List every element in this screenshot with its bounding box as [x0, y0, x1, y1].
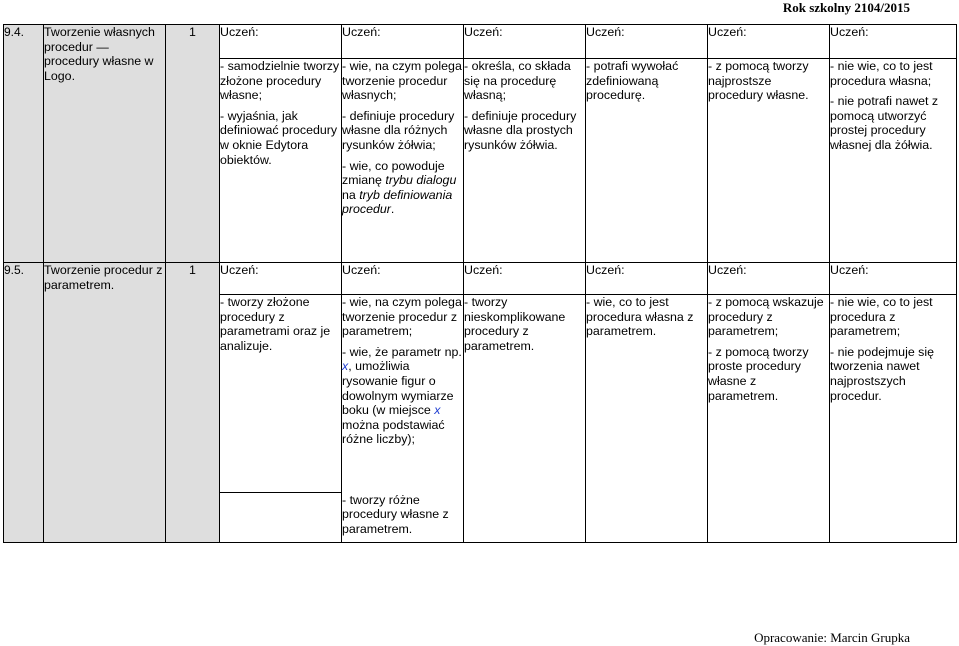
requirement-cell	[464, 59, 586, 263]
requirement-item: - wie, na czym polega tworzenie procedur własnych;	[342, 59, 462, 103]
requirement-cell	[220, 59, 342, 263]
requirement-item	[342, 159, 463, 217]
hours-cell: 1	[166, 263, 220, 543]
requirement-item: - samodzielnie tworzy złożone procedury własne;	[220, 59, 340, 103]
requirement-item: - wie, na czym polega tworzenie procedur z parametrem;	[342, 295, 462, 339]
requirement-item: - potrafi wywołać zdefiniowaną procedurę.	[586, 59, 679, 103]
column-header: Uczeń:	[586, 25, 708, 59]
variable-x: x	[342, 359, 349, 374]
requirement-item: - tworzy różne procedury własne z parametrem.	[342, 492, 449, 536]
table-row	[4, 25, 957, 59]
hours-cell: 1	[166, 25, 220, 263]
italic-term: tryb definiowania procedur	[342, 187, 453, 217]
requirement-item: - wie, co to jest procedura własna z parametrem.	[586, 295, 694, 339]
requirement-cell	[830, 59, 957, 263]
curriculum-table	[3, 24, 957, 543]
table-row	[4, 263, 957, 295]
column-header: Uczeń:	[830, 25, 957, 59]
topic-cell: Tworzenie procedur z parametrem.	[44, 263, 166, 543]
requirement-item	[342, 345, 463, 447]
requirement-cell	[342, 59, 464, 263]
column-header: Uczeń:	[342, 25, 464, 59]
column-header: Uczeń:	[708, 263, 830, 295]
requirement-cell	[708, 295, 830, 543]
requirement-cell	[708, 59, 830, 263]
column-header: Uczeń:	[220, 263, 342, 295]
requirement-item: - z pomocą wskazuje procedury z parametrem;	[708, 295, 824, 339]
requirement-item: - nie wie, co to jest procedura własna;	[830, 59, 933, 88]
requirement-cell	[342, 295, 464, 493]
requirement-cell	[342, 493, 464, 543]
text-fragment: - wie, co powoduje zmianę	[342, 158, 445, 188]
column-header: Uczeń:	[220, 25, 342, 59]
requirement-item: - definiuje procedury własne dla prostych rysunków żółwia.	[464, 108, 577, 152]
topic-cell: Tworzenie własnych procedur — procedury własne w Logo.	[44, 25, 166, 263]
requirement-item: - nie podejmuje się tworzenia nawet najprostszych procedur.	[830, 344, 935, 403]
text-fragment: - wie, że parametr np.	[342, 344, 462, 359]
author-footer: Opracowanie: Marcin Grupka	[754, 630, 910, 645]
text-fragment: , umożliwia rysowanie figur o dowolnym wymiarze boku (w miejsce	[342, 359, 454, 418]
column-header: Uczeń:	[464, 25, 586, 59]
row-number: 9.4.	[4, 25, 44, 263]
requirement-cell	[586, 295, 708, 543]
requirement-item: - definiuje procedury własne dla różnych rysunków żółwia;	[342, 108, 455, 152]
requirement-item: - wyjaśnia, jak definiować procedury w oknie Edytora obiektów.	[220, 108, 338, 167]
italic-term: trybu dialogu	[385, 173, 457, 188]
text-fragment: można podstawiać różne liczby);	[342, 417, 445, 447]
requirement-item: - z pomocą tworzy proste procedury własne z parametrem.	[708, 344, 809, 403]
variable-x: x	[434, 403, 441, 418]
column-header: Uczeń:	[708, 25, 830, 59]
requirement-cell	[220, 295, 342, 493]
requirement-item: - tworzy złożone procedury z parametrami oraz je analizuje.	[220, 295, 331, 353]
requirement-item: - tworzy nieskomplikowane procedury z parametrem.	[464, 295, 566, 353]
column-header: Uczeń:	[464, 263, 586, 295]
requirement-item: - z pomocą tworzy najprostsze procedury własne.	[708, 59, 809, 103]
requirement-cell	[586, 59, 708, 263]
requirement-cell	[830, 295, 957, 543]
empty-cell	[220, 493, 342, 543]
requirement-item: - nie wie, co to jest procedura z parametrem;	[830, 295, 933, 339]
text-fragment: .	[390, 202, 395, 217]
school-year-header: Rok szkolny 2104/2015	[782, 0, 910, 15]
column-header: Uczeń:	[342, 263, 464, 295]
text-fragment: na	[342, 187, 360, 202]
requirement-cell	[464, 295, 586, 543]
column-header: Uczeń:	[586, 263, 708, 295]
requirement-item: - określa, co składa się na procedurę własną;	[464, 59, 571, 103]
row-number: 9.5.	[4, 263, 44, 543]
column-header: Uczeń:	[830, 263, 957, 295]
requirement-item: - nie potrafi nawet z pomocą utworzyć prostej procedury własnej dla żółwia.	[830, 94, 939, 152]
